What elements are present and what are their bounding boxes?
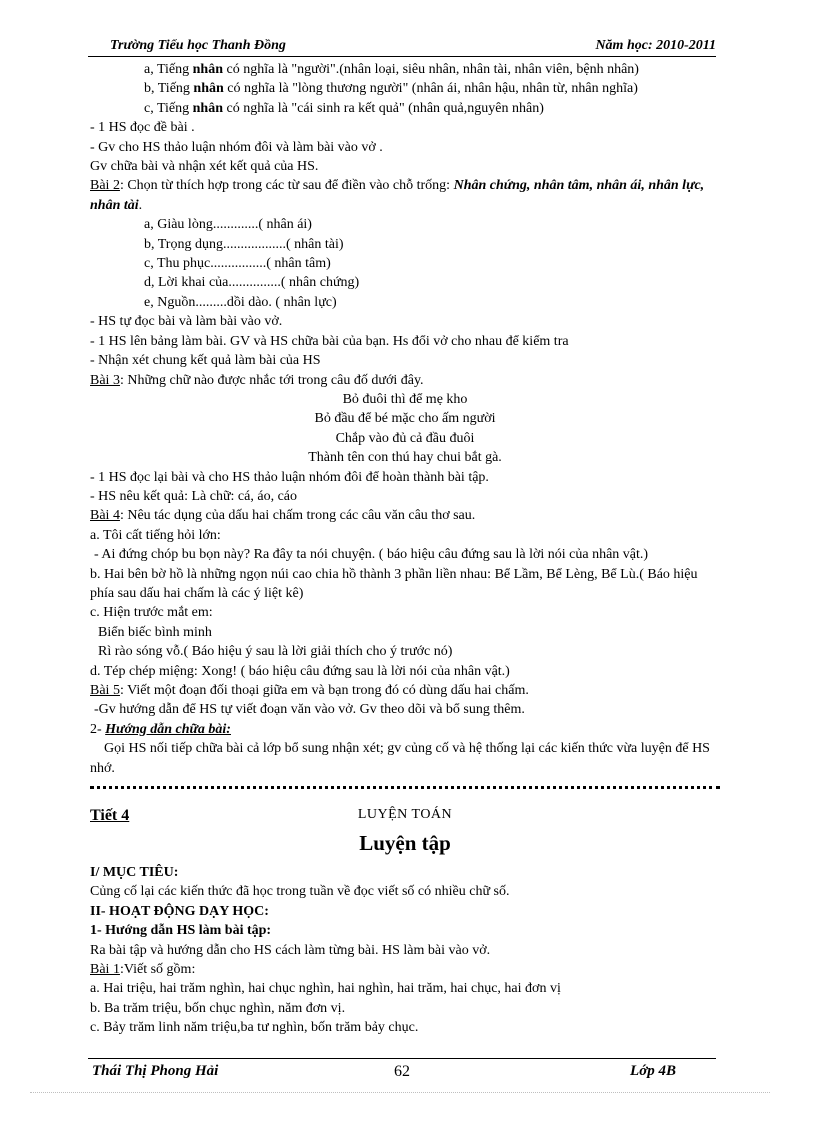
riddle-line: Chắp vào đủ cả đầu đuôi (335, 430, 475, 446)
riddle-line: Bỏ đầu để bé mặc cho ấm người (314, 411, 496, 427)
lesson-title: Luyện tập (359, 831, 451, 856)
math-exercise-1-item: c. Bảy trăm linh năm triệu,ba tư nghìn, bốn trăm bảy chục. (90, 1020, 419, 1036)
paragraph-line: - HS tự đọc bài và làm bài vào vở. (90, 314, 283, 330)
bottom-dotted-rule (30, 1092, 770, 1093)
guide-text: Ra bài tập và hướng dẫn cho HS cách làm từng bài. HS làm bài vào vở. (90, 942, 491, 958)
exercise-2-label: Bài 2 (90, 178, 120, 194)
section-2-heading: 2- Hướng dẫn chữa bài: (90, 721, 231, 737)
guide-heading: 1- Hướng dẫn HS làm bài tập: (90, 923, 272, 939)
objectives-text: Củng cố lại các kiến thức đã học trong tuần về đọc viết số có nhiều chữ số. (90, 884, 510, 900)
paragraph-line: - 1 HS đọc lại bài và cho HS thảo luận nhóm đôi để hoàn thành bài tập. (90, 469, 489, 485)
math-exercise-1-prompt: Bài 1:Viết số gồm: (90, 962, 196, 978)
paragraph-line: - Nhận xét chung kết quả làm bài của HS (90, 353, 321, 369)
exercise-4-c-verse: Biển biếc bình minh (98, 624, 212, 640)
lesson-period: Tiết 4 (90, 807, 130, 825)
paragraph-line: - 1 HS lên bảng làm bài. GV và HS chữa bài của bạn. Hs đổi vở cho nhau để kiểm tra (90, 333, 569, 349)
lesson-subject: LUYỆN TOÁN (357, 807, 453, 823)
meaning-line-a: a, Tiếng nhân có nghĩa là "người".(nhân loại, siêu nhân, nhân tài, nhân viên, bệnh nhân) (144, 62, 639, 77)
exercise-2-words: Nhân chứng, nhân tâm, nhân ái, nhân lực, nhân tài (90, 178, 705, 213)
math-exercise-1-label: Bài 1 (90, 962, 120, 978)
exercise-5-prompt: Bài 5: Viết một đoạn đối thoại giữa em và bạn trong đó có dùng dấu hai chấm. (90, 683, 529, 698)
lesson-heading (90, 803, 720, 829)
exercise-4-c-verse: Rì rào sóng vỗ.( Báo hiệu ý sau là lời giải thích cho ý trước nó) (98, 644, 453, 660)
meaning-line-c: c, Tiếng nhân có nghĩa là "cái sinh ra kết quả" (nhân quả,nguyên nhân) (144, 100, 544, 116)
section-2-title: Hướng dẫn chữa bài: (105, 721, 231, 737)
section-2-text: Gọi HS nối tiếp chữa bài cả lớp bổ sung nhận xét; gv củng cố và hệ thống lại các kiến thức vừa luyện để HS nhớ. (90, 741, 710, 776)
exercise-4-a: a. Tôi cất tiếng hỏi lớn: (90, 527, 221, 543)
exercise-4-a-quote: - Ai đứng chóp bu bọn này? Ra đây ta nói chuyện. ( báo hiệu câu đứng sau là lời nói của nhân vật.) (94, 547, 649, 563)
exercise-3-prompt: Bài 3: Những chữ nào được nhắc tới trong câu đố dưới đây. (90, 372, 424, 388)
activities-heading: II- HOẠT ĐỘNG DẠY HỌC: (90, 903, 269, 919)
exercise-3-label: Bài 3 (90, 372, 120, 388)
math-exercise-1-item: b. Ba trăm triệu, bốn chục nghìn, năm đơn vị. (90, 1000, 346, 1016)
exercise-4-d: d. Tép chép miệng: Xong! ( báo hiệu câu đứng sau là lời nói của nhân vật.) (90, 663, 510, 679)
meaning-line-b: b, Tiếng nhân có nghĩa là "lòng thương người" (nhân ái, nhân hậu, nhân từ, nhân nghĩa) (144, 81, 638, 97)
exercise-4-b: b. Hai bên bờ hồ là những ngọn núi cao chia hồ thành 3 phần liền nhau: Bể Lầm, Bể Lèng, Bể Lù.( Báo hiệu phía sau dấu hai chấm là các ý liệt kê) (90, 566, 698, 601)
exercise-4-prompt: Bài 4: Nêu tác dụng của dấu hai chấm trong các câu văn câu thơ sau. (90, 508, 476, 524)
page-footer (88, 1058, 716, 1083)
document-body (90, 60, 720, 1038)
paragraph-line: - HS nêu kết quả: Là chữ: cá, áo, cáo (90, 488, 298, 504)
exercise-2-item: a, Giàu lòng.............( nhân ái) (144, 217, 312, 233)
riddle-line: Thành tên con thú hay chui bắt gà. (308, 450, 502, 466)
author-name: Thái Thị Phong Hải (92, 1063, 219, 1079)
math-exercise-1-item: a. Hai triệu, hai trăm nghìn, hai chục nghìn, hai nghìn, hai trăm, hai chục, hai đơn vị (90, 981, 561, 997)
dotted-divider (90, 782, 720, 789)
school-year: Năm học: 2010-2011 (595, 38, 716, 53)
page-number: 62 (394, 1063, 410, 1080)
paragraph-line: - Gv cho HS thảo luận nhóm đôi và làm bài vào vở . (90, 139, 383, 155)
exercise-4-c: c. Hiện trước mắt em: (90, 605, 213, 621)
exercise-2-prompt: Bài 2: Chọn từ thích hợp trong các từ sau để điền vào chỗ trống: Nhân chứng, nhân tâm, nhân ái, nhân lực, nhân tài. (90, 178, 705, 213)
exercise-5-label: Bài 5 (90, 683, 120, 698)
school-name: Trường Tiểu học Thanh Đồng (110, 38, 286, 53)
exercise-2-item: c, Thu phục................( nhân tâm) (144, 256, 331, 272)
exercise-5-guide: -Gv hướng dẫn để HS tự viết đoạn văn vào vở. Gv theo dõi và bổ sung thêm. (94, 702, 525, 718)
objectives-heading: I/ MỤC TIÊU: (90, 865, 179, 881)
class-name: Lớp 4B (630, 1063, 676, 1079)
riddle-line: Bỏ đuôi thì để mẹ kho (342, 391, 468, 407)
exercise-2-item: b, Trọng dụng..................( nhân tài) (144, 236, 344, 252)
paragraph-line: Gv chữa bài và nhận xét kết quả của HS. (90, 159, 319, 175)
exercise-2-item: d, Lời khai của...............( nhân chứng) (144, 275, 360, 291)
exercise-2-item: e, Nguồn.........dồi dào. ( nhân lực) (144, 294, 337, 310)
exercise-4-label: Bài 4 (90, 508, 120, 524)
paragraph-line: - 1 HS đọc đề bài . (90, 120, 195, 136)
page-header (88, 36, 716, 57)
